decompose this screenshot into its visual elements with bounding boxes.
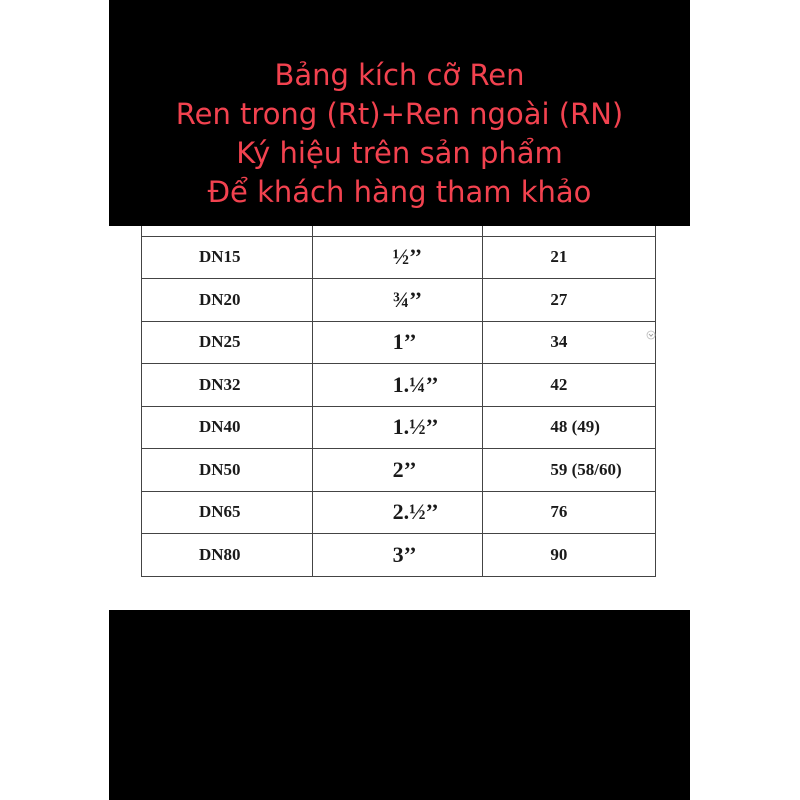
mm-cell: 27 [483,279,656,322]
stub-cell [142,226,313,236]
title-line-2: Ren trong (Rt)+Ren ngoài (RN) [175,97,624,131]
dn-cell: DN80 [142,534,313,577]
dn-cell: DN32 [142,364,313,407]
table-row [142,534,656,577]
inch-cell: 1’’ [312,321,483,364]
dn-cell: DN50 [142,449,313,492]
footer-banner [109,610,690,800]
dn-cell: DN20 [142,279,313,322]
thread-size-table [141,226,656,577]
dn-cell: DN25 [142,321,313,364]
table-row [142,491,656,534]
mm-cell: 48 (49) [483,406,656,449]
chevron-down-icon [646,330,656,340]
table-row [142,236,656,279]
table-row [142,321,656,364]
stub-cell [483,226,656,236]
inch-cell: 3’’ [312,534,483,577]
table-row [142,406,656,449]
title-line-3: Ký hiệu trên sản phẩm [236,136,563,170]
inch-cell: 2’’ [312,449,483,492]
header-title [109,56,690,212]
inch-cell: 1.½’’ [312,406,483,449]
title-line-1: Bảng kích cỡ Ren [274,58,525,92]
mm-cell: 34 [483,321,656,364]
inch-cell: ¾’’ [312,279,483,322]
mm-cell: 42 [483,364,656,407]
table-row [142,279,656,322]
inch-cell: 2.½’’ [312,491,483,534]
stub-cell [312,226,483,236]
table-header-stub [142,226,656,236]
table-row [142,364,656,407]
dn-cell: DN40 [142,406,313,449]
inch-cell: 1.¼’’ [312,364,483,407]
inch-cell: ½’’ [312,236,483,279]
mm-cell: 76 [483,491,656,534]
dn-cell: DN65 [142,491,313,534]
mm-cell: 90 [483,534,656,577]
title-line-4: Để khách hàng tham khảo [207,175,592,209]
mm-cell: 21 [483,236,656,279]
table-row [142,449,656,492]
dn-cell: DN15 [142,236,313,279]
mm-cell: 59 (58/60) [483,449,656,492]
